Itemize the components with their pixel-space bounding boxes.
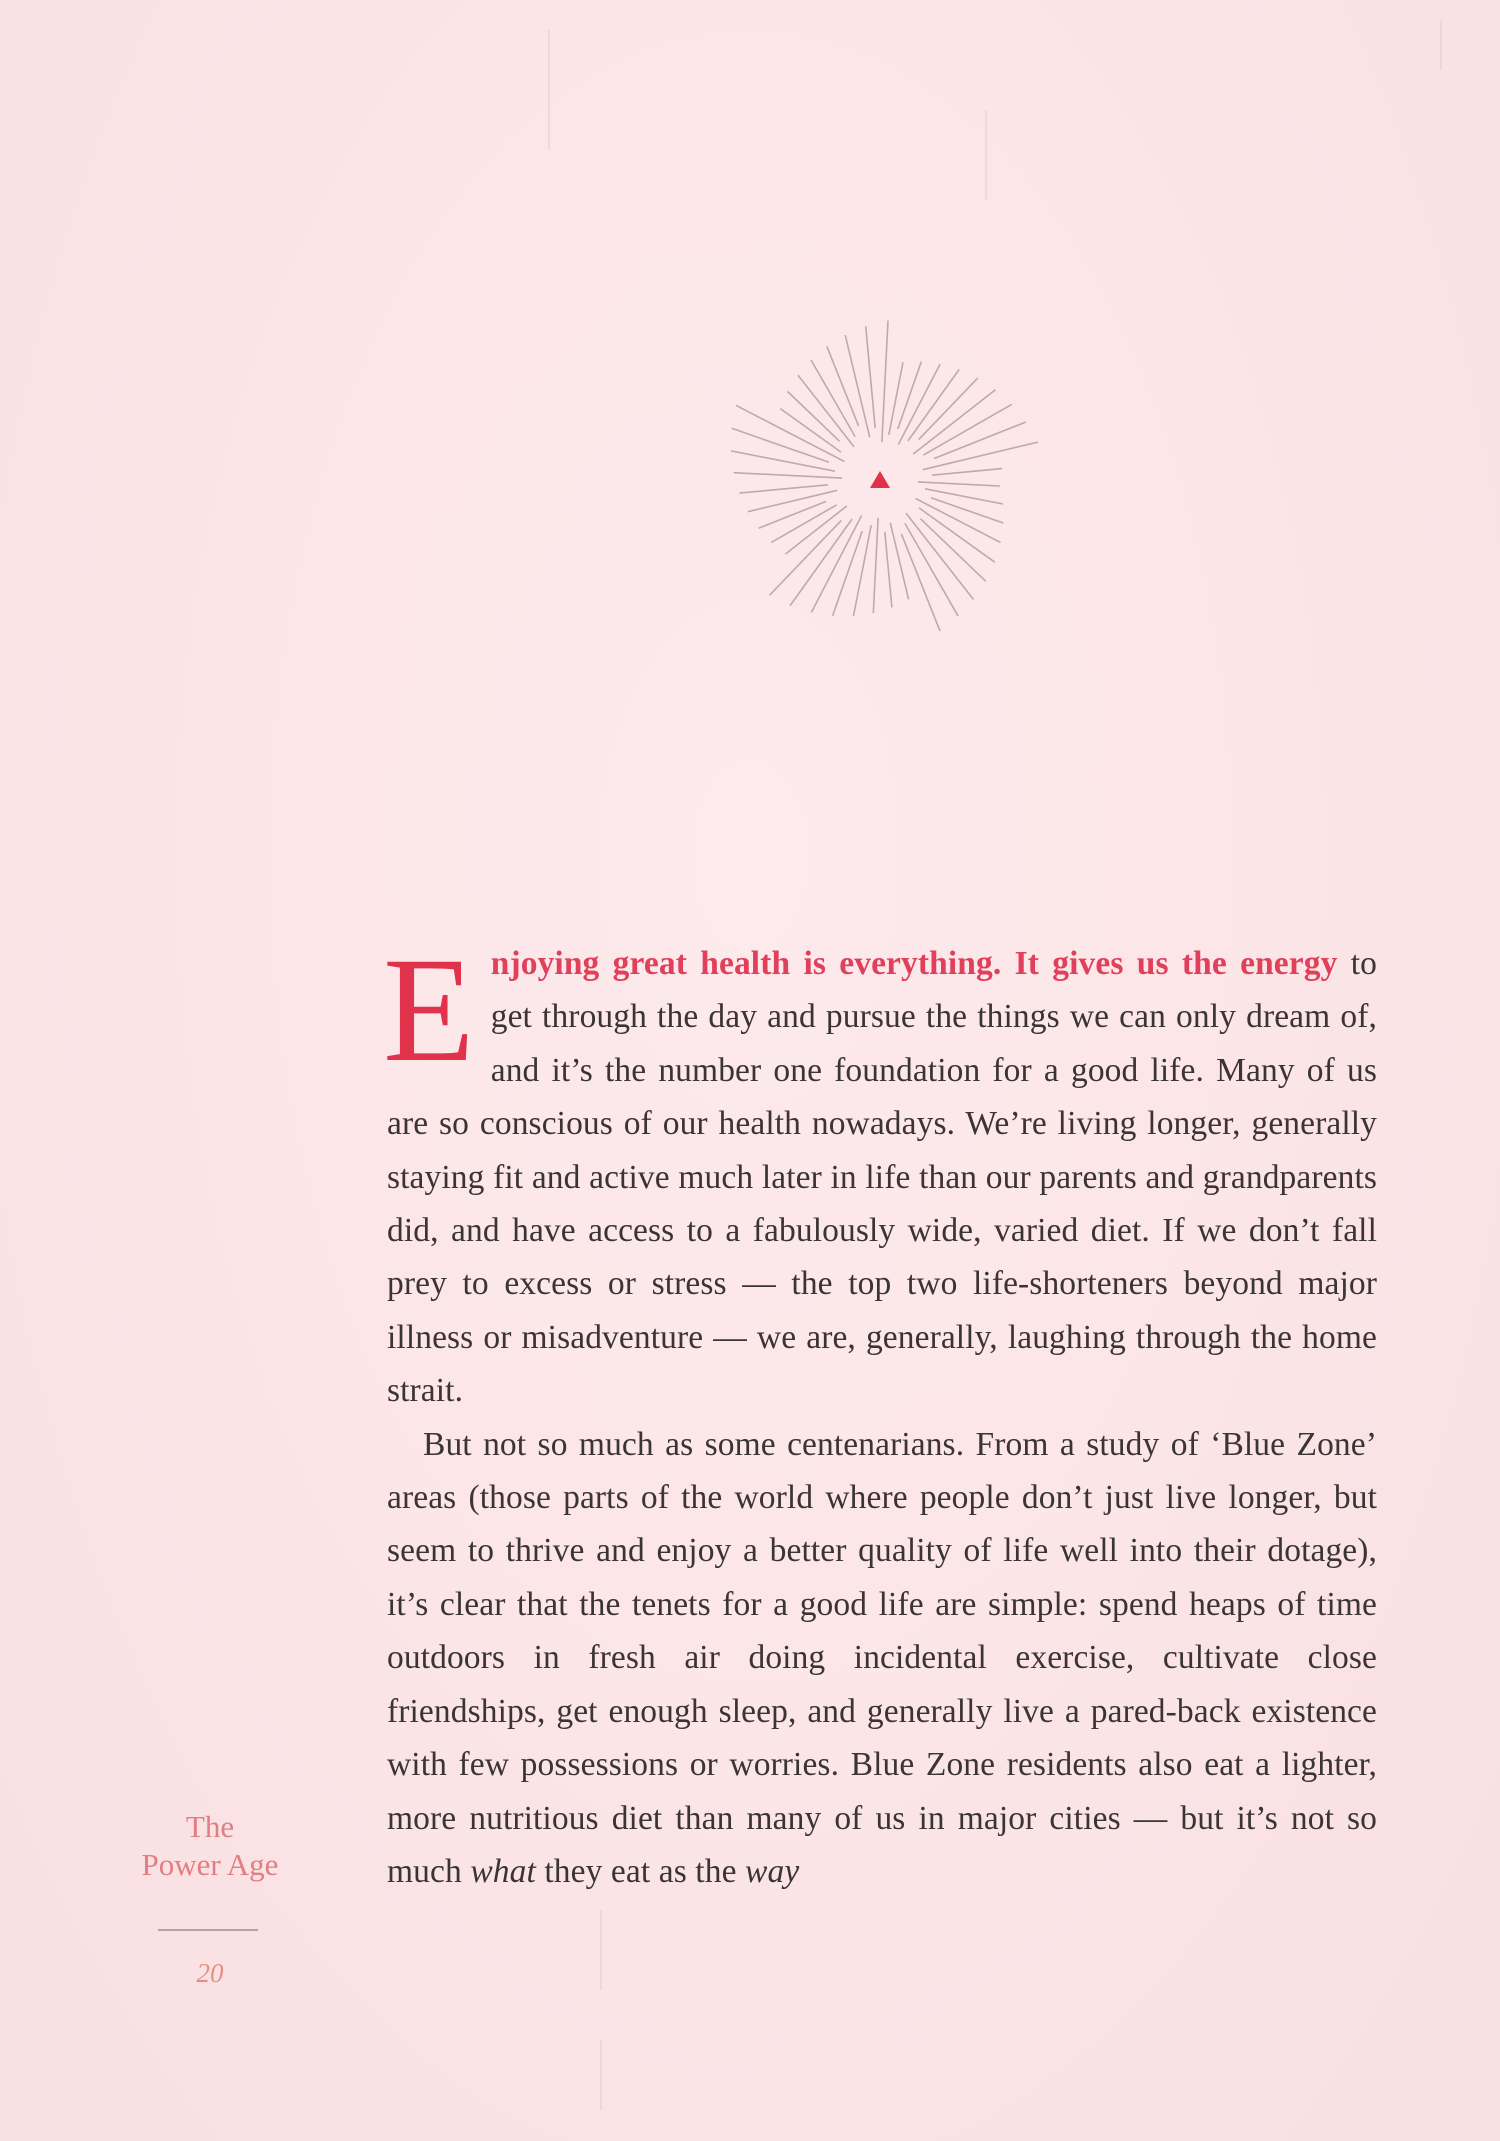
book-title-line-1: The [185, 1809, 235, 1844]
paper-crease [1440, 20, 1442, 70]
book-title [110, 1808, 310, 1884]
paragraph-2-text: But not so much as some centenarians. From a study of ‘Blue Zone’ areas (those parts of the world where people don’t just live longer, but seem to thrive and enjoy a better quality of life well into their dotage), it’s clear that the tenets for a good life are simple: spend heaps of time outdoors in fresh air doing incidental exercise, cultivate close friendships, get enough sleep, and generally live a pared-back existence with few possessions or worries. Blue Zone residents also eat a lighter, more nutritious diet than many of us in major cities — but it’s not so much [387, 1425, 1377, 1890]
sunburst-ray [920, 519, 985, 582]
paper-crease [548, 30, 550, 150]
sunburst-ray [788, 392, 840, 442]
paragraph-1-text: to get through the day and pursue the things we can only dream of, and it’s the number one foundation for a good life. Many of us are so conscious of our health nowadays. We’re living longer, generally staying fit and active much later in life than our parents and grandparents did, and have access to a fabulously wide, varied diet. If we don’t fall prey to excess or stress — the top two life-shorteners beyond major illness or misadventure — we are, generally, laughing through the home strait. [387, 945, 1377, 1410]
paper-crease [985, 110, 987, 200]
sunburst-ray [913, 390, 995, 454]
sunburst-ray [932, 469, 1002, 476]
sunburst-ray [811, 360, 855, 437]
paragraph-2-mid: they eat as the [544, 1852, 737, 1890]
triangle-icon [870, 471, 890, 488]
page-number: 20 [196, 1958, 224, 1988]
lead-in-text: njoying great health is everything. It gives us the energy [490, 945, 1338, 982]
sunburst-ray [889, 362, 903, 435]
sunburst-ray [873, 518, 878, 613]
sunburst-with-triangle-icon [700, 320, 1060, 660]
sunburst-ray [866, 326, 876, 428]
sunburst-ray [739, 485, 828, 493]
paragraph-2 [387, 1418, 1377, 1899]
sunburst-ray [918, 482, 1000, 486]
paper-crease [600, 1910, 602, 1990]
sunburst-ray [854, 525, 872, 616]
sunburst-ray [731, 451, 835, 471]
sunburst-ray [882, 321, 888, 443]
sunburst-ray [780, 409, 841, 453]
article-body [383, 927, 1377, 1898]
emphasis-what: what [470, 1852, 536, 1890]
sunburst-ray [734, 473, 842, 478]
sunburst-ray [906, 513, 974, 599]
sunburst-ray [759, 501, 827, 528]
drop-cap: E [383, 927, 475, 1093]
sunburst-ray [811, 516, 861, 613]
sunburst-ray [748, 490, 837, 511]
book-title-line-2: Power Age [141, 1847, 279, 1882]
sunburst-ray [890, 523, 908, 600]
paper-crease [600, 2040, 602, 2110]
paragraph-1 [383, 927, 1377, 1418]
footer-divider [158, 1929, 258, 1931]
emphasis-way: way [745, 1852, 800, 1890]
sunburst-ray [925, 489, 1003, 504]
sunburst-ray [885, 532, 892, 608]
